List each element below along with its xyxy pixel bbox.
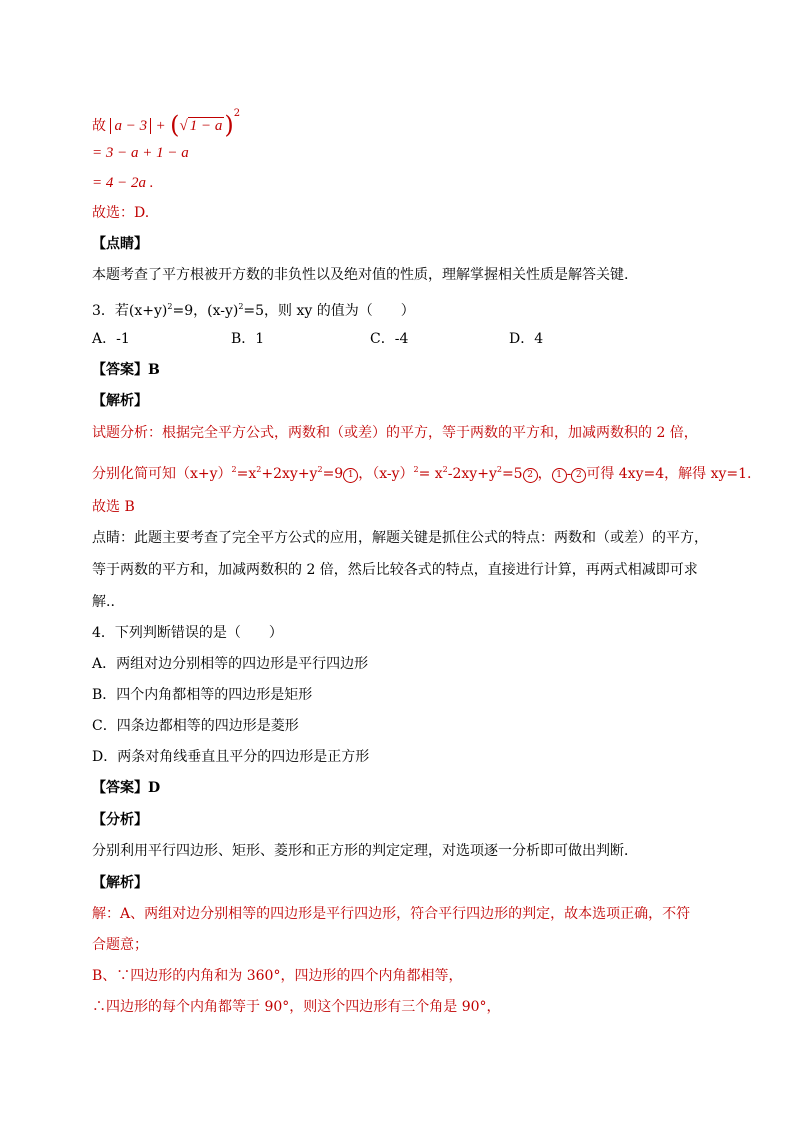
exponent: 2 bbox=[231, 465, 237, 474]
q4-option-d: D．两条对角线垂直且平分的四边形是正方形 bbox=[92, 749, 370, 765]
absolute-value-expr: a − 3 bbox=[110, 118, 151, 134]
circled-number-icon: 2 bbox=[523, 468, 538, 483]
analysis-part: =5 bbox=[501, 466, 523, 482]
q3-answer-text: 【答案】B bbox=[92, 362, 160, 378]
analysis-part: =x bbox=[236, 466, 257, 482]
q4-jiexi-line-1: 解：A、两组对边分别相等的四边形是平行四边形，符合平行四边形的判定，故本选项正确，不符 bbox=[92, 906, 691, 922]
solution-line-3: = 4 − 2a . bbox=[92, 175, 154, 191]
circled-number-icon: 2 bbox=[571, 468, 586, 483]
q3-analysis-header: 【解析】 bbox=[92, 393, 148, 409]
comment-header: 【点睛】 bbox=[92, 236, 148, 252]
q4-fenxi-header: 【分析】 bbox=[92, 812, 148, 828]
exponent: 2 bbox=[442, 465, 448, 474]
q3-exponent: 2 bbox=[167, 302, 173, 311]
q3-option-a: A．-1 bbox=[92, 331, 130, 347]
q3-analysis-line-2 bbox=[92, 460, 751, 484]
sqrt-icon: √ bbox=[179, 118, 188, 134]
exponent: 2 bbox=[413, 465, 419, 474]
q4-option-c: C．四条边都相等的四边形是菱形 bbox=[92, 718, 299, 734]
analysis-part: = x bbox=[418, 466, 443, 482]
analysis-part: -2xy+y bbox=[447, 466, 497, 482]
q4-jiexi-line-3: B、∵四边形的内角和为 360°，四边形的四个内角都相等， bbox=[92, 968, 463, 984]
q4-answer: 【答案】D bbox=[92, 780, 161, 796]
q4-option-b: B．四个内角都相等的四边形是矩形 bbox=[92, 687, 313, 703]
analysis-part: 可得 4xy=4，解得 xy=1. bbox=[586, 466, 752, 482]
analysis-part: - bbox=[566, 466, 572, 482]
q3-choose: 故选 B bbox=[92, 499, 135, 515]
analysis-part: ， bbox=[537, 466, 552, 482]
solution-choose: 故选：D. bbox=[92, 205, 150, 221]
analysis-part: +2xy+y bbox=[261, 466, 318, 482]
q3-option-c: C．-4 bbox=[370, 331, 409, 347]
question-4-stem: 4．下列判断错误的是（ ） bbox=[92, 625, 283, 641]
solution-line-1 bbox=[92, 104, 241, 139]
left-paren: ( bbox=[170, 111, 180, 139]
analysis-part: ，（x-y） bbox=[358, 466, 414, 482]
circled-number-icon: 1 bbox=[343, 468, 358, 483]
comment-text: 本题考查了平方根被开方数的非负性以及绝对值的性质，理解掌握相关性质是解答关键. bbox=[92, 267, 629, 283]
exponent: 2 bbox=[496, 465, 502, 474]
q3-stem-part: 3．若(x+y) bbox=[92, 303, 168, 319]
q3-note-line-3: 解.. bbox=[92, 594, 115, 610]
q3-analysis-line-1: 试题分析：根据完全平方公式，两数和（或差）的平方，等于两数的平方和，加减两数积的 2 倍， bbox=[92, 425, 698, 441]
q4-option-a: A．两组对边分别相等的四边形是平行四边形 bbox=[92, 656, 369, 672]
solution-line-2: = 3 − a + 1 − a bbox=[92, 145, 189, 161]
q4-fenxi-text: 分别利用平行四边形、矩形、菱形和正方形的判定定理，对选项逐一分析即可做出判断． bbox=[92, 843, 638, 859]
exponent: 2 bbox=[233, 108, 241, 119]
analysis-part: 分别化简可知（x+y） bbox=[92, 466, 232, 482]
solution-prefix: 故 bbox=[92, 118, 106, 134]
q4-jiexi-line-2: 合题意； bbox=[92, 937, 148, 953]
q3-stem-part: =5，则 xy 的值为（ ） bbox=[243, 303, 415, 319]
analysis-part: =9 bbox=[322, 466, 344, 482]
question-3-stem bbox=[92, 297, 415, 321]
q3-option-b: B．1 bbox=[231, 331, 265, 347]
q3-option-d: D．4 bbox=[509, 331, 544, 347]
q4-jiexi-line-4: ∴四边形的每个内角都等于 90°，则这个四边形有三个角是 90°， bbox=[92, 999, 501, 1015]
exponent: 2 bbox=[317, 465, 323, 474]
q4-jiexi-header: 【解析】 bbox=[92, 875, 148, 891]
q3-note-line-2: 等于两数的平方和，加减两数积的 2 倍，然后比较各式的特点，直接进行计算，再两式相减即可求 bbox=[92, 562, 698, 578]
plus-sign: + bbox=[155, 118, 166, 134]
radicand-expr: 1 − a bbox=[189, 118, 223, 134]
right-paren: ) bbox=[224, 111, 234, 139]
q3-exponent: 2 bbox=[238, 302, 244, 311]
q3-stem-part: =9，(x-y) bbox=[172, 303, 239, 319]
q3-note-line-1: 点睛：此题主要考查了完全平方公式的应用，解题关键是抓住公式的特点：两数和（或差）的平方， bbox=[92, 530, 708, 546]
exponent: 2 bbox=[256, 465, 262, 474]
q3-answer bbox=[92, 360, 160, 380]
circled-number-icon: 1 bbox=[552, 468, 567, 483]
